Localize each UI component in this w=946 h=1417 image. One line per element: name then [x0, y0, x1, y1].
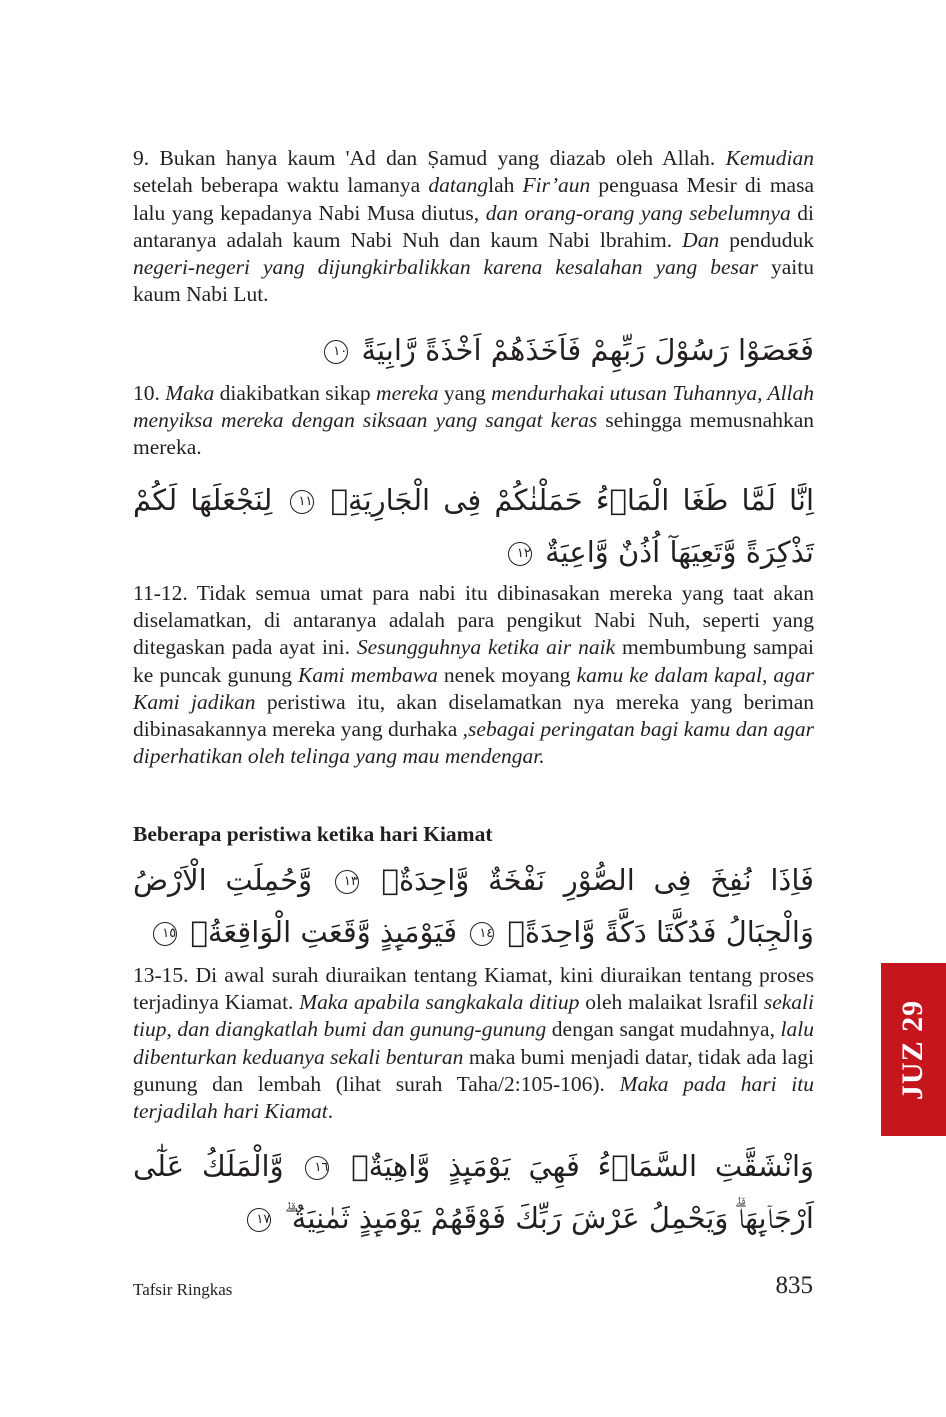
arabic-text: اِنَّا لَمَّا طَغَا الْمَاۤءُ حَمَلْنٰكُمْ فِى الْجَارِيَةِۙ: [330, 482, 815, 517]
text-segment: maka bumi menjadi datar, tidak ada lagi gunung dan lembah (lihat surah Taha/2:105-106).: [133, 1044, 814, 1096]
text-segment: penguasa Mesir di masa lalu yang kepadanya Nabi Musa diutus,: [133, 173, 814, 225]
ayah-number-marker: ١٤: [470, 922, 494, 946]
italic-segment: Kami membawa: [298, 662, 438, 687]
ayah-number-marker: ١٦: [305, 1156, 329, 1180]
text-segment: .: [327, 1099, 334, 1124]
text-segment: yaitu kaum Nabi Lut.: [133, 255, 814, 307]
text-segment: 13-15. Di awal surah diuraikan tentang Kiamat, kini diuraikan tentang proses terjadinya Kiamat.: [133, 962, 814, 1015]
ayah-number-marker: ١٥: [153, 922, 177, 946]
italic-segment: Maka pada hari itu terjadilah hari Kiamat: [133, 1071, 814, 1124]
arabic-text: وَّالْمَلَكُ عَلٰٓى اَرْجَاۤىِٕهَاۗ وَيَحْمِلُ عَرْشَ رَبِّكَ فَوْقَهُمْ يَوْمَىِٕذٍ ثَمٰنِيَةٌ ۗ: [133, 1148, 814, 1235]
arabic-verse-10: [133, 324, 814, 376]
ayah-number-marker: ١٠: [324, 340, 348, 364]
text-segment: nenek moyang: [437, 662, 577, 687]
juz-label: JUZ 29: [896, 999, 930, 1100]
section-heading: Beberapa peristiwa ketika hari Kiamat: [133, 821, 493, 846]
tafsir-paragraph-13-15: [133, 962, 814, 1126]
arabic-text: فَيَوْمَىِٕذٍ وَّقَعَتِ الْوَاقِعَةُۙ: [190, 914, 458, 949]
italic-segment: Fir’aun: [522, 173, 591, 198]
arabic-verse-13-15: [133, 854, 814, 958]
text-segment: diakibatkan sikap: [214, 380, 377, 405]
arabic-text: وَّحُمِلَتِ الْاَرْضُ وَالْجِبَالُ فَدُكَّتَا دَكَّةً وَّاحِدَةًۙ: [133, 862, 814, 949]
italic-segment: ,sebagai peringatan bagi kamu dan agar diperhatikan oleh telinga yang mau mendengar.: [133, 717, 814, 769]
ayah-number-marker: ١٧: [247, 1208, 271, 1232]
text-segment: di antaranya adalah kaum Nabi Nuh dan kaum Nabi lbrahim.: [133, 200, 814, 252]
italic-segment: sekali tiup, dan diangkatlah bumi dan gunung-gunung: [133, 990, 815, 1042]
text-segment: penduduk: [719, 227, 815, 252]
ayah-number-marker: ١٣: [335, 870, 359, 894]
italic-segment: Maka: [165, 380, 215, 405]
italic-segment: Maka apabila sangkakala ditiup: [299, 990, 580, 1015]
juz-tab: [881, 963, 946, 1136]
italic-segment: lalu dibenturkan keduanya sekali benturan: [133, 1017, 814, 1069]
arabic-text: فَعَصَوْا رَسُوْلَ رَبِّهِمْ فَاَخَذَهُمْ اَخْذَةً رَّابِيَةً: [361, 332, 814, 367]
ayah-number-marker: ١٢: [508, 542, 532, 566]
text-segment: membumbung sampai ke puncak gunung: [133, 635, 814, 687]
page-content: [133, 140, 814, 1244]
italic-segment: Sesungguhnya ketika air naik: [356, 635, 616, 660]
arabic-text: لِنَجْعَلَهَا لَكُمْ تَذْكِرَةً وَّتَعِيَهَآ اُذُنٌ وَّاعِيَةٌ: [133, 482, 814, 569]
tafsir-paragraph-9: [133, 145, 814, 309]
ayah-number-marker: ١١: [290, 490, 314, 514]
italic-segment: negeri-negeri yang dijungkirbalikkan karena kesalahan yang besar: [133, 255, 759, 280]
italic-segment: Dan: [682, 227, 720, 252]
italic-segment: kamu ke dalam kapal, agar Kami jadikan: [133, 662, 814, 714]
text-segment: oleh malaikat lsrafil: [579, 990, 764, 1015]
arabic-verse-16-17: [133, 1140, 814, 1244]
text-segment: 9. Bukan hanya kaum 'Ad dan Ṣamud yang diazab oleh Allah.: [133, 146, 726, 170]
italic-segment: mereka: [376, 380, 439, 405]
tafsir-paragraph-10: [133, 380, 814, 462]
arabic-text: فَاِذَا نُفِخَ فِى الصُّوْرِ نَفْخَةٌ وَّاحِدَةٌۙ: [381, 862, 815, 897]
text-segment: sehingga memusnahkan mereka.: [133, 408, 815, 460]
arabic-verse-11-12: [133, 474, 814, 578]
italic-segment: datang: [428, 173, 489, 198]
text-segment: peristiwa itu, akan diselamatkan nya mereka yang beriman dibinasakannya mereka yang durhaka: [133, 689, 814, 742]
page-number: 835: [775, 1272, 813, 1299]
text-segment: s: [133, 173, 142, 198]
arabic-text: وَانْشَقَّتِ السَّمَاۤءُ فَهِيَ يَوْمَىِٕذٍ وَّاهِيَةٌۙ: [351, 1148, 815, 1183]
text-segment: lah: [488, 173, 523, 198]
tafsir-paragraph-11-12: [133, 580, 814, 771]
text-segment: yang: [438, 380, 492, 405]
text-segment: etelah beberapa waktu lamanya: [141, 173, 429, 198]
italic-segment: dan orang-orang yang sebelumnya: [485, 200, 791, 225]
italic-segment: mendurhakai utusan Tuhannya, Allah menyiksa mereka dengan siksaan yang sangat keras: [133, 380, 815, 433]
italic-segment: Kemudian: [725, 146, 814, 170]
text-segment: 11-12. Tidak semua umat para nabi itu dibinasakan mereka yang taat akan diselamatkan, di antaranya adalah para pengikut Nabi Nuh, seperti yang ditegaskan pada ayat ini.: [133, 580, 814, 660]
footer-book-title: Tafsir Ringkas: [133, 1280, 233, 1299]
text-segment: dengan sangat mudahnya,: [546, 1017, 781, 1042]
text-segment: 10.: [133, 380, 166, 405]
